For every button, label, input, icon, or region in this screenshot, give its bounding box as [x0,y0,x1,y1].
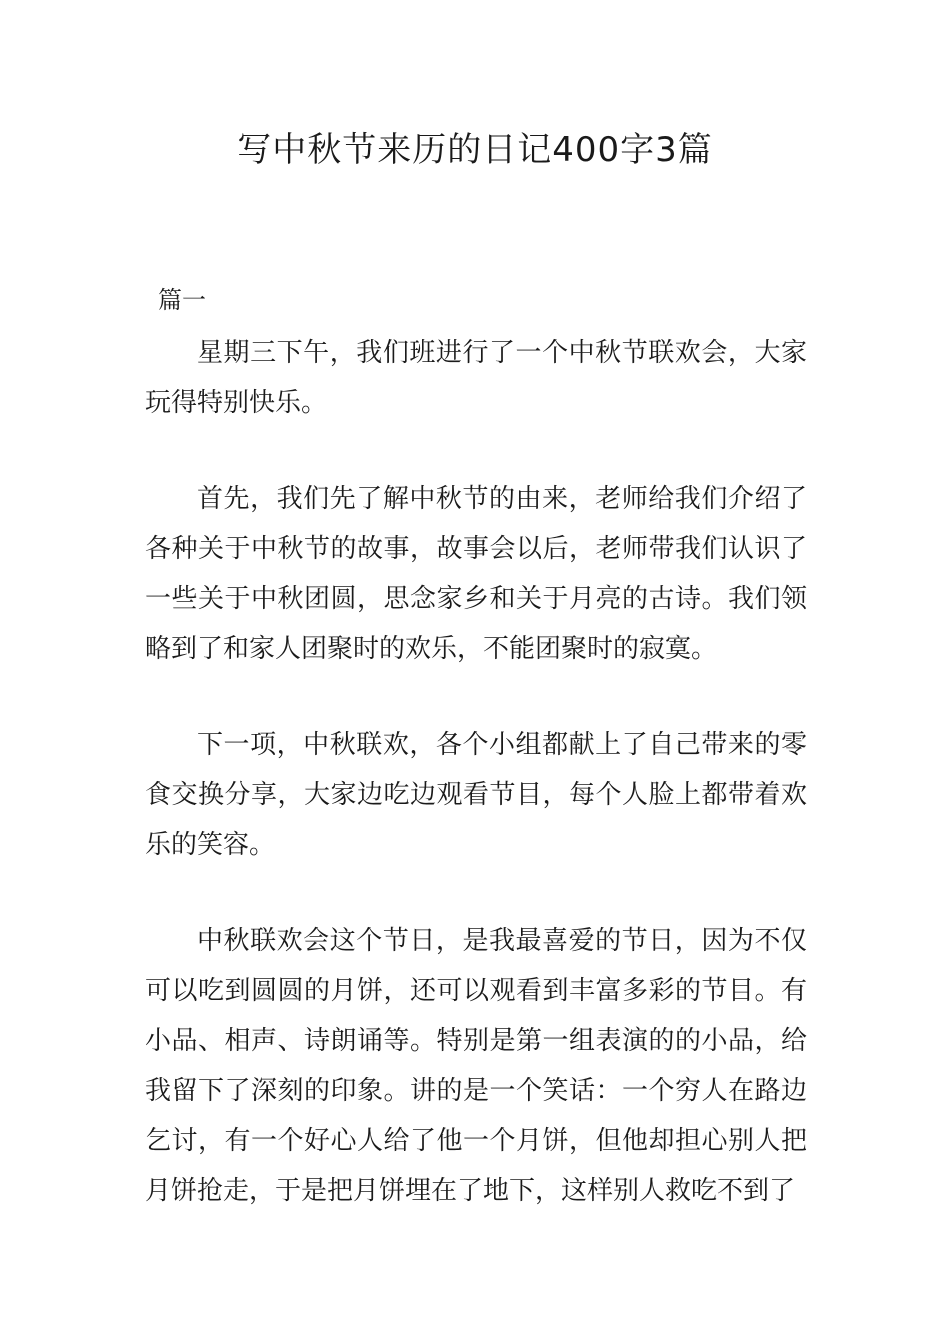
section-label: 篇一 [158,286,206,314]
document-title: 写中秋节来历的日记400字3篇 [237,130,713,170]
paragraph-2: 首先，我们先了解中秋节的由来，老师给我们介绍了各种关于中秋节的故事，故事会以后，老师带我们认识了一些关于中秋团圆，思念家乡和关于月亮的古诗。我们领略到了和家人团聚时的欢乐，不能团聚时的寂寞。 [145,484,807,664]
paragraph-gap [145,674,807,720]
paragraph-gap [145,428,807,474]
paragraph-gap [145,870,807,916]
paragraph-1: 星期三下午，我们班进行了一个中秋节联欢会，大家玩得特别快乐。 [145,338,807,418]
paragraph-4: 中秋联欢会这个节日，是我最喜爱的节日，因为不仅可以吃到圆圆的月饼，还可以观看到丰富多彩的节目。有小品、相声、诗朗诵等。特别是第一组表演的的小品，给我留下了深刻的印象。讲的是一个笑话：一个穷人在路边乞讨，有一个好心人给了他一个月饼，但他却担心别人把月饼抢走，于是把月饼埋在了地下，这样别人救吃不到了 [145,926,807,1206]
paragraph-3: 下一项，中秋联欢，各个小组都献上了自己带来的零食交换分享，大家边吃边观看节目，每个人脸上都带着欢乐的笑容。 [145,730,807,860]
document-body [145,328,807,1216]
